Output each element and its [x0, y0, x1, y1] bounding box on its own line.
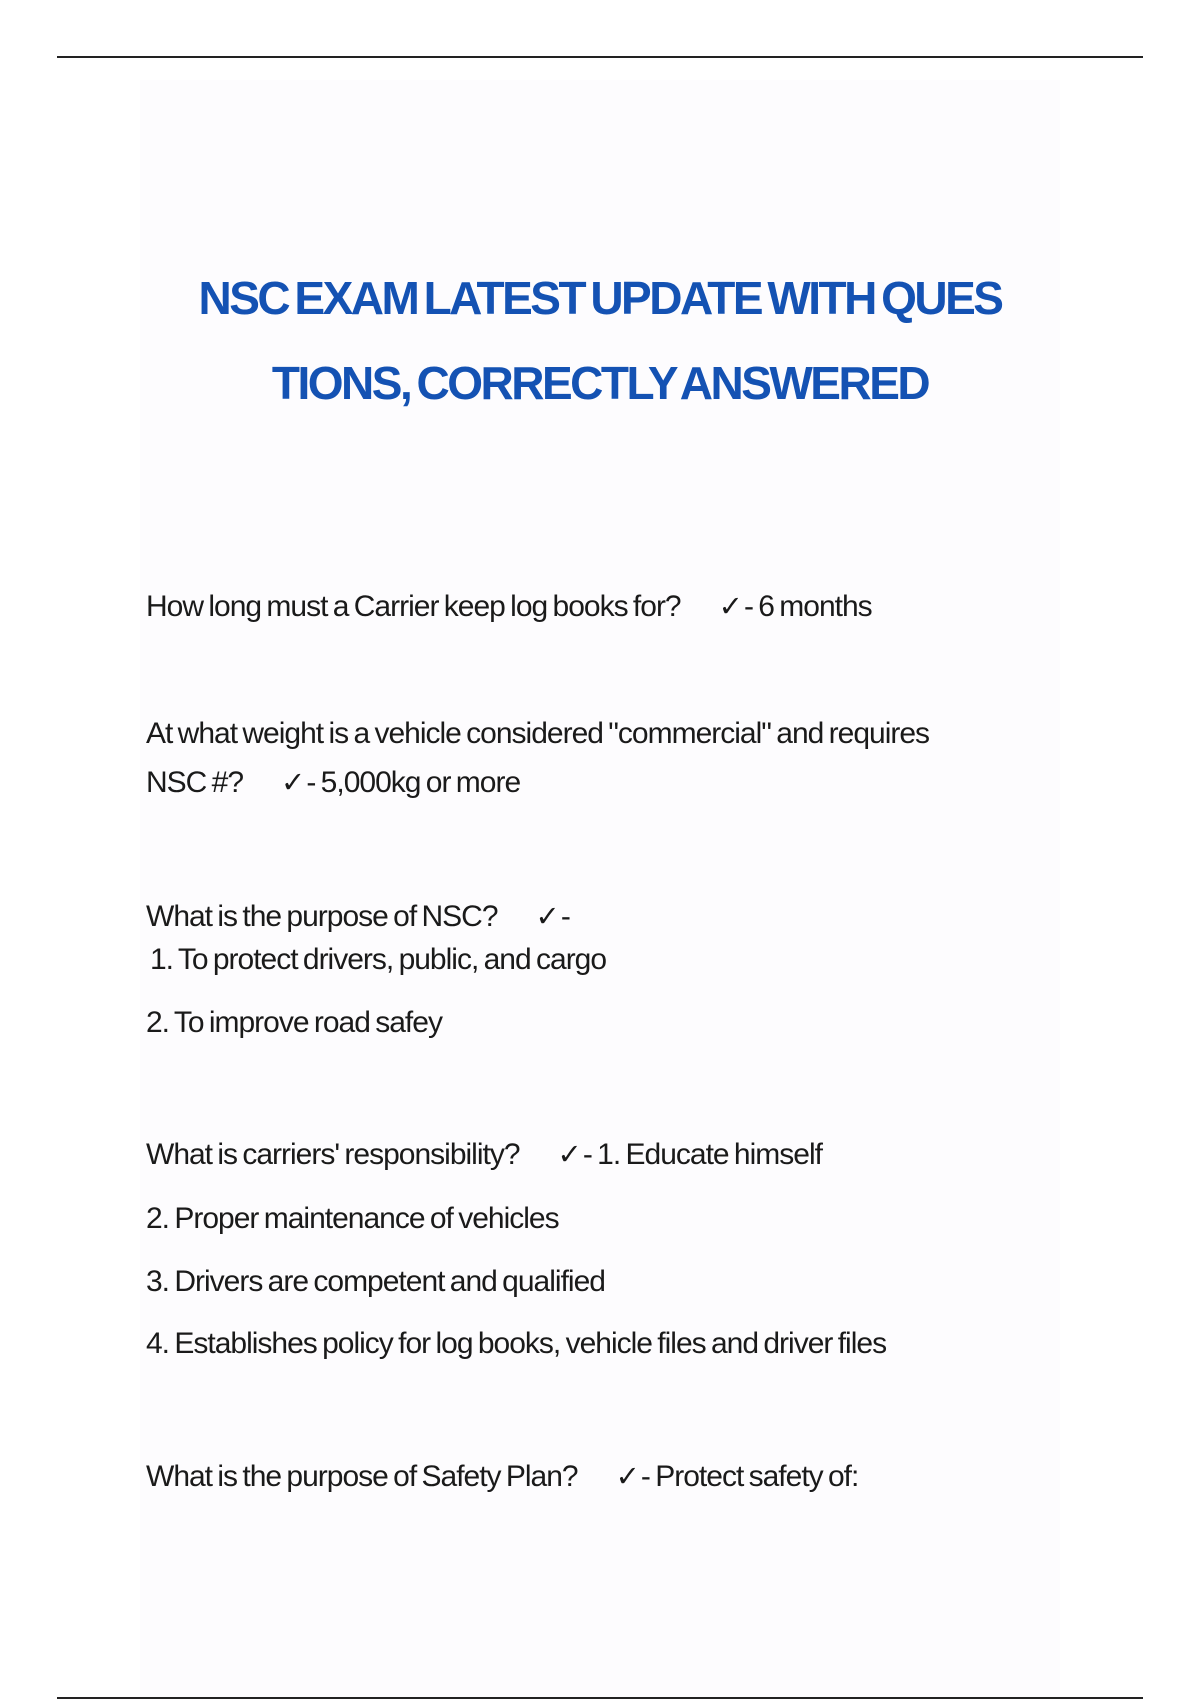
question-text: What is the purpose of Safety Plan? [146, 1460, 578, 1493]
check-icon: ✓ [718, 589, 742, 623]
question-2-continued [146, 762, 520, 803]
check-icon: ✓ [535, 899, 559, 933]
question-2: At what weight is a vehicle considered "commercial" and requires [146, 717, 930, 750]
document-title-line-1: NSC EXAM LATEST UPDATE WITH QUES [198, 272, 1002, 324]
answer-item: 2. To improve road safey [146, 1006, 442, 1039]
question-4 [146, 1134, 822, 1175]
check-icon: ✓ [615, 1459, 639, 1493]
answer [616, 1456, 859, 1497]
check-icon: ✓ [281, 765, 305, 799]
answer-item: 1. To protect drivers, public, and cargo [150, 943, 607, 976]
answer-text: - 6 months [743, 590, 872, 623]
question-5 [146, 1456, 858, 1497]
question-text: What is carriers' responsibility? [146, 1138, 520, 1171]
question-text: What is the purpose of NSC? [146, 900, 498, 933]
bottom-rule [57, 1697, 1143, 1699]
top-rule [57, 56, 1143, 58]
check-icon: ✓ [557, 1137, 581, 1171]
question-text: How long must a Carrier keep log books for? [146, 590, 681, 623]
answer [719, 586, 872, 627]
answer [536, 896, 570, 937]
document-title-line-2: TIONS, CORRECTLY ANSWERED [271, 357, 929, 409]
answer-text: - [560, 900, 570, 933]
question-text: NSC #? [146, 766, 244, 799]
answer-item: 4. Establishes policy for log books, vehicle files and driver files [146, 1327, 887, 1360]
answer [558, 1134, 822, 1175]
answer-text: - 1. Educate himself [582, 1138, 822, 1171]
answer-text: - Protect safety of: [640, 1460, 859, 1493]
answer-item: 2. Proper maintenance of vehicles [146, 1202, 559, 1235]
question-1 [146, 586, 872, 627]
question-3 [146, 896, 570, 937]
answer-item: 3. Drivers are competent and qualified [146, 1265, 605, 1298]
answer [281, 762, 520, 803]
answer-text: - 5,000kg or more [306, 766, 521, 799]
